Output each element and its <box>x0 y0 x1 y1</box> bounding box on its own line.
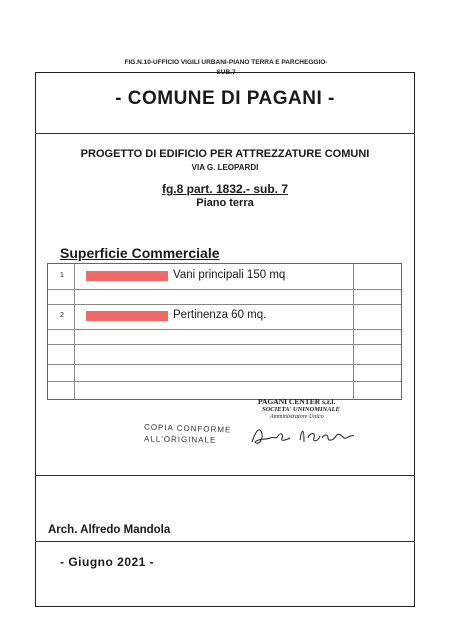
floor-label: Piano terra <box>196 197 254 209</box>
figure-caption-line1: FIG.N.10-UFFICIO VIGILI URBANI-PIANO TERRA E PARCHEGGIO- <box>124 59 328 66</box>
header-divider <box>35 133 415 134</box>
table-row-divider <box>48 304 401 305</box>
row-number: 1 <box>60 272 64 279</box>
handwritten-note: ALL'ORIGINALE <box>143 434 217 445</box>
project-title: PROGETTO DI EDIFICIO PER ATTREZZATURE COMUNI <box>80 148 370 160</box>
row-number: 2 <box>60 312 64 319</box>
document-date: - Giugno 2021 - <box>60 555 155 569</box>
author-divider <box>35 541 415 542</box>
table-row-divider <box>48 364 401 365</box>
stamp-company: PAGANI CENTER s.r.l. <box>258 397 336 406</box>
figure-caption-line2: SUB.7 <box>216 69 236 76</box>
stamp-line: Amministratore Unico <box>270 414 324 420</box>
footer-divider <box>35 475 415 476</box>
section-title: Superficie Commerciale <box>60 245 220 261</box>
surface-table <box>47 263 402 400</box>
signature-mark <box>250 420 360 450</box>
page-title: - COMUNE DI PAGANI - <box>115 88 335 109</box>
handwritten-note: COPIA CONFORME <box>143 422 232 435</box>
table-column-divider <box>74 264 75 399</box>
table-row-divider <box>48 329 401 330</box>
redaction-bar <box>86 311 168 321</box>
author-name: Arch. Alfredo Mandola <box>48 524 171 536</box>
street-address: VIA G. LEOPARDI <box>191 163 259 172</box>
row-text: Pertinenza 60 mq. <box>173 309 267 321</box>
row-text: Vani principali 150 mq <box>173 269 286 281</box>
table-row-divider <box>48 344 401 345</box>
table-column-divider <box>353 264 354 399</box>
table-row-divider <box>48 381 401 382</box>
stamp-line: SOCIETA' UNINOMINALE <box>262 406 340 413</box>
redaction-bar <box>86 271 168 281</box>
table-row-divider <box>48 289 401 290</box>
cadastral-reference: fg.8 part. 1832.- sub. 7 <box>161 182 289 196</box>
